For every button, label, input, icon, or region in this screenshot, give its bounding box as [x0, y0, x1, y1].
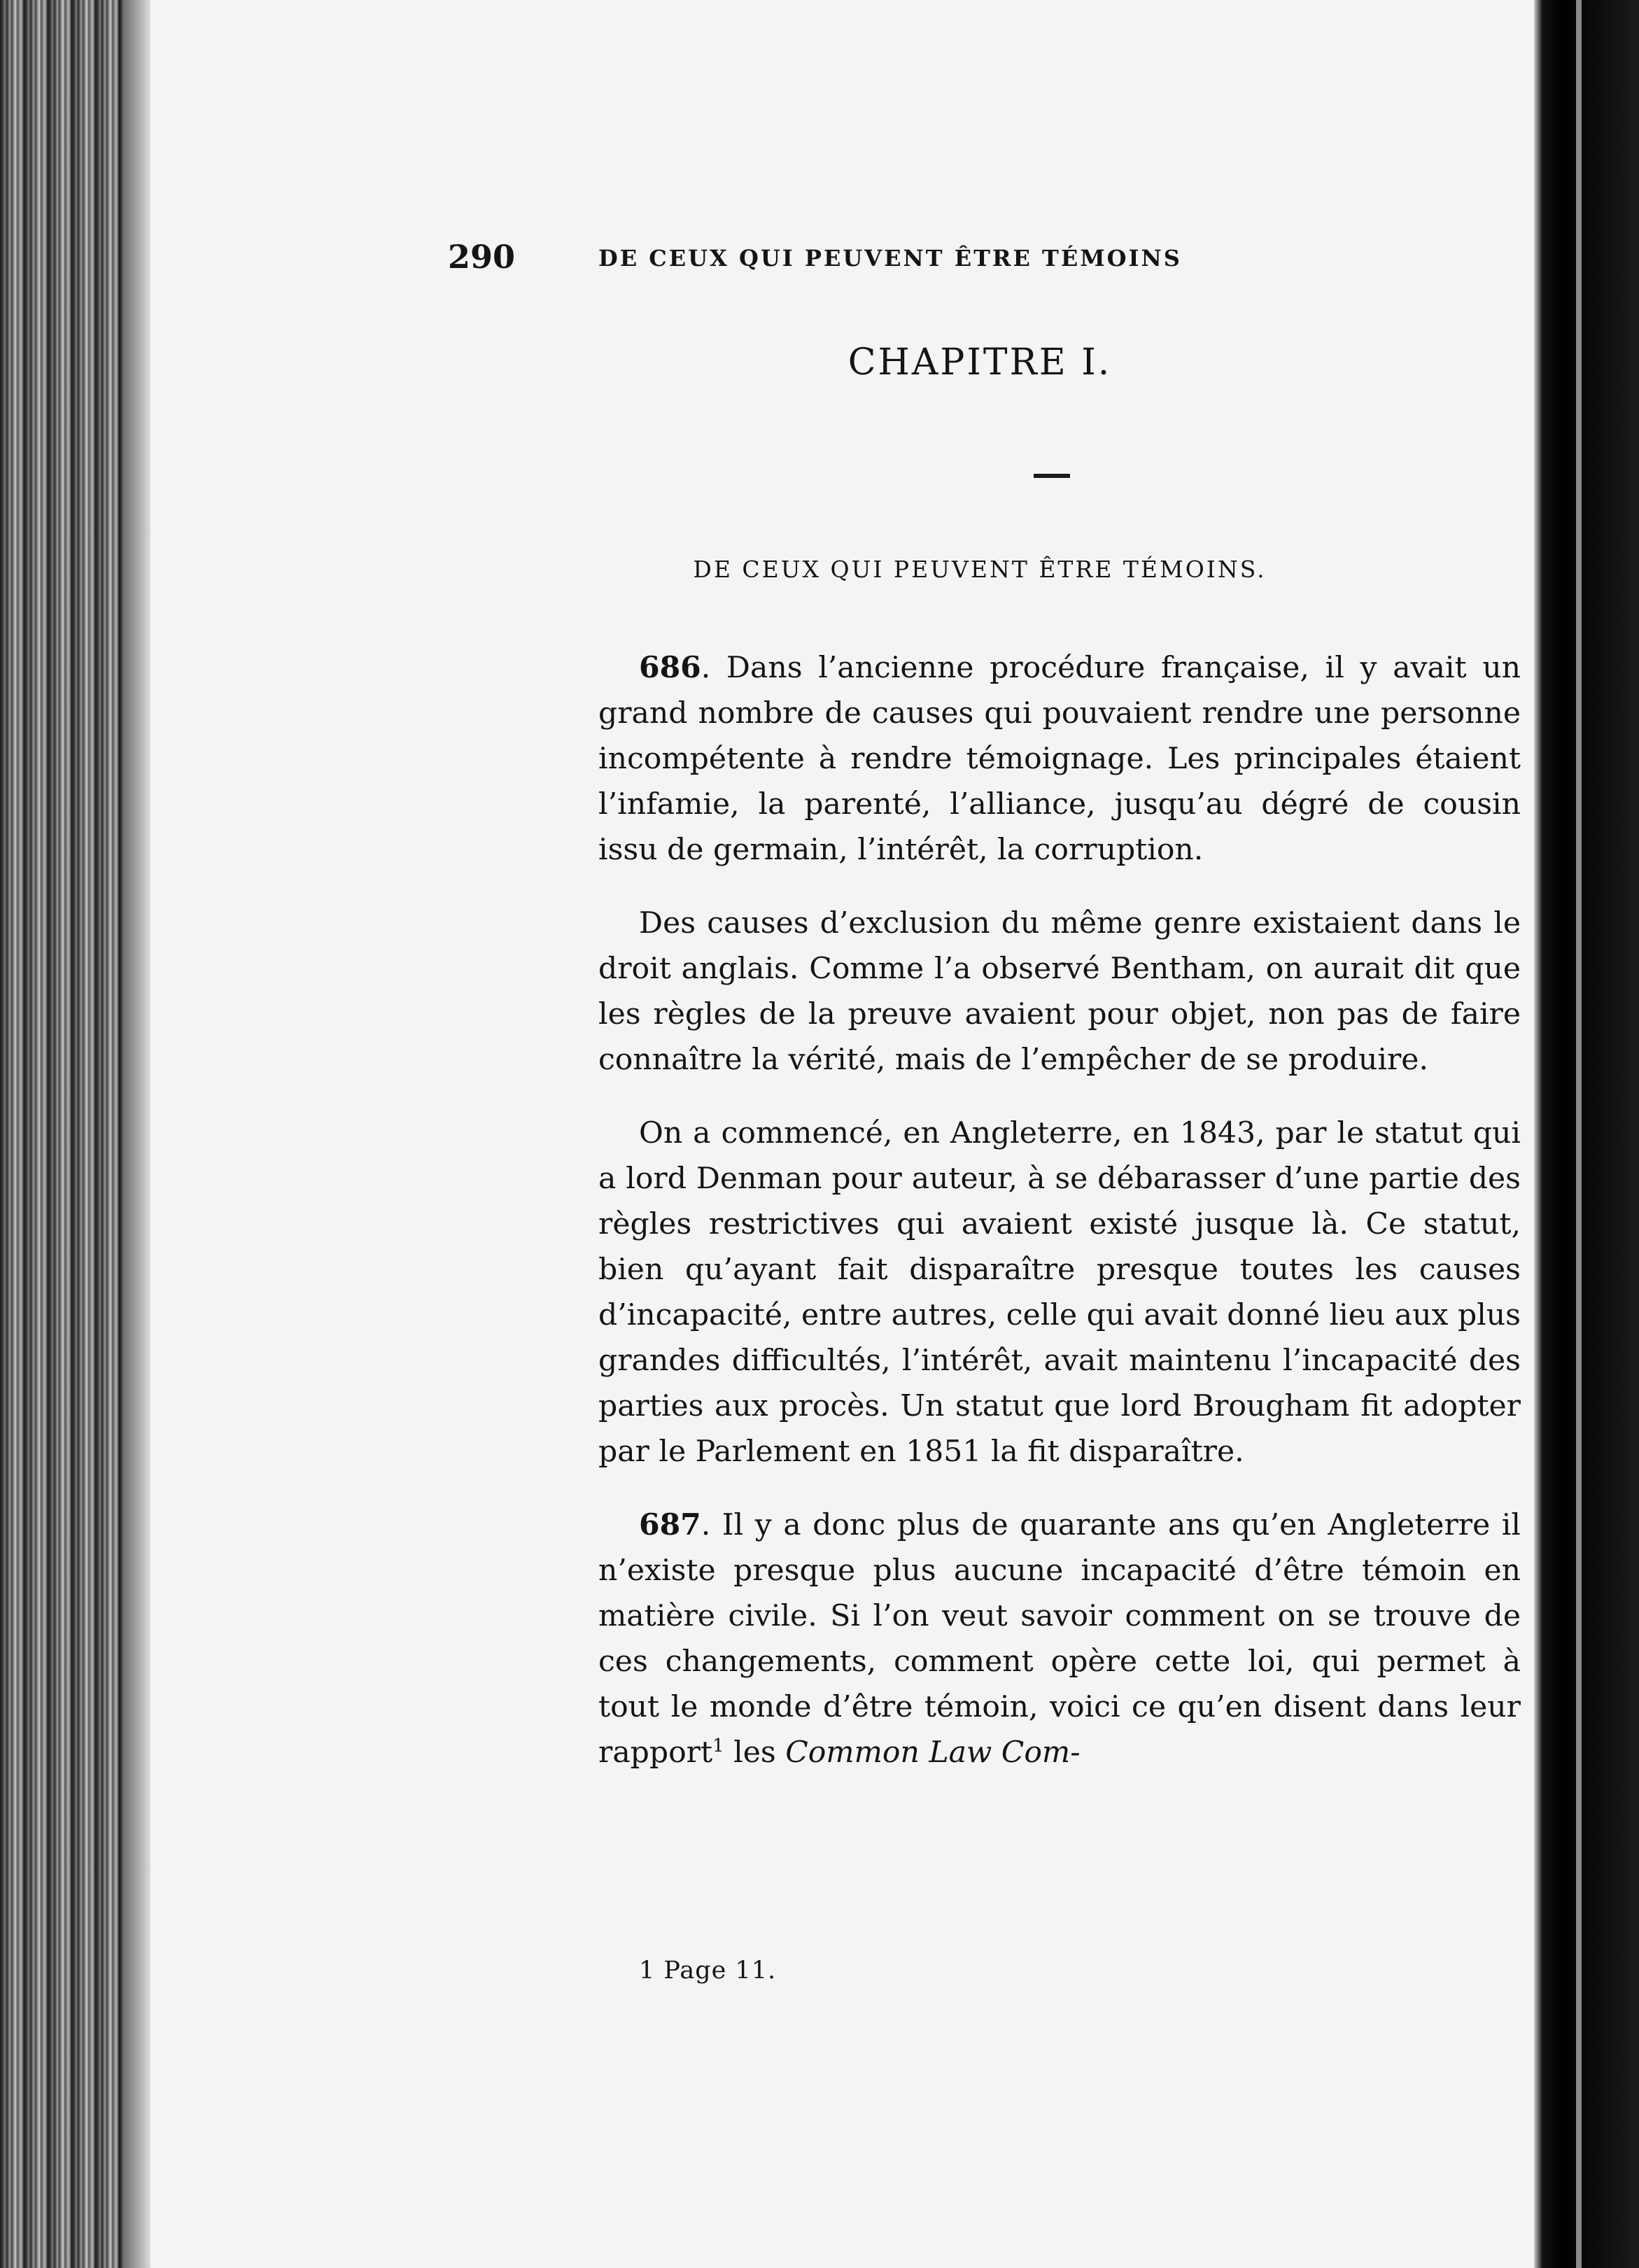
paragraph-text-tail: les	[724, 1735, 786, 1770]
italic-term: Common Law Com-	[785, 1735, 1081, 1770]
footnote: 1 Page 11.	[639, 1957, 777, 1985]
article-number: 686	[639, 650, 701, 685]
chapter-heading: CHAPITRE I.	[847, 341, 1112, 383]
book-page-edges	[0, 0, 150, 2268]
scan-right-border	[1534, 0, 1639, 2268]
section-title: DE CEUX QUI PEUVENT ÊTRE TÉMOINS.	[693, 556, 1267, 583]
paragraph-text: . Dans l’ancienne procédure française, il y avait un grand nombre de causes qui pouvaient rendre une personne incompétente à rendre témoignage. Les principales étaient l’infamie, la parenté, l’alliance, jusqu’au dégré de cousin issu de germain, l’intérêt, la corruption.	[598, 651, 1521, 867]
article-number: 687	[639, 1507, 701, 1542]
page	[150, 0, 1534, 2268]
paragraph-text: . Il y a donc plus de quarante ans qu’en Angleterre il n’existe presque plus aucune incapacité d’être témoin en matière civile. Si l’on veut savoir comment on se trouve de ces changements, comment opère cette loi, qui permet à tout le monde d’être témoin, voici ce qu’en disent dans leur rapport	[598, 1508, 1521, 1770]
chapter-rule	[1034, 474, 1070, 478]
running-head	[448, 238, 1512, 280]
body-text	[598, 645, 1521, 1803]
running-head-title: DE CEUX QUI PEUVENT ÊTRE TÉMOINS	[598, 245, 1182, 272]
page-number: 290	[448, 238, 516, 276]
paragraph	[598, 1502, 1521, 1775]
footnote-ref: 1	[712, 1735, 724, 1756]
paragraph	[598, 901, 1521, 1083]
paragraph-text: On a commencé, en Angleterre, en 1843, par le statut qui a lord Denman pour auteur, à se débarasser d’une partie des règles restrictives qui avaient existé jusque là. Ce statut, bien qu’ayant fait disparaître presque toutes les causes d’incapacité, entre autres, celle qui avait donné lieu aux plus grandes difficultés, l’intérêt, avait maintenu l’incapacité des parties aux procès. Un statut que lord Brougham fit adopter par le Parlement en 1851 la fit disparaître.	[598, 1116, 1521, 1469]
paragraph	[598, 645, 1521, 873]
paragraph	[598, 1111, 1521, 1474]
paragraph-text: Des causes d’exclusion du même genre existaient dans le droit anglais. Comme l’a observé Bentham, on aurait dit que les règles de la preuve avaient pour objet, non pas de faire connaître la vérité, mais de l’empêcher de se produire.	[598, 906, 1521, 1077]
